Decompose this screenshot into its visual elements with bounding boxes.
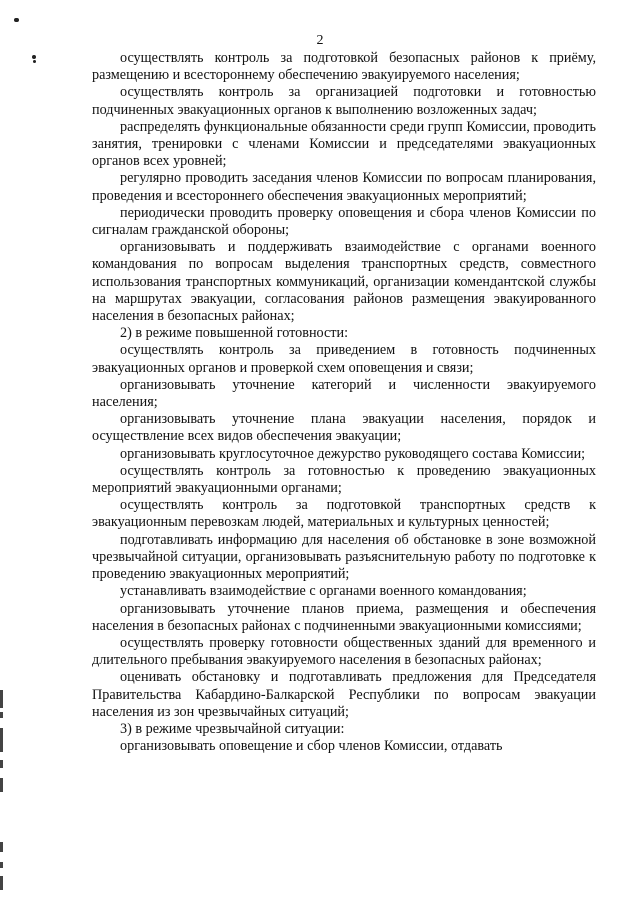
document-body — [92, 50, 596, 755]
paragraph: организовывать уточнение категорий и численности эвакуируемого населения; — [92, 376, 596, 411]
scan-edge-mark — [0, 728, 3, 752]
scan-edge-mark — [0, 712, 3, 718]
scan-edge-mark — [0, 690, 3, 708]
paragraph: осуществлять контроль за подготовкой транспортных средств к эвакуационным перевозкам людей, материальных и культурных ценностей; — [92, 497, 596, 531]
paragraph: осуществлять проверку готовности общественных зданий для временного и длительного пребывания эвакуируемого населения в безопасных районах; — [92, 634, 596, 669]
page-number: 2 — [316, 33, 324, 48]
paragraph: регулярно проводить заседания членов Комиссии по вопросам планирования, проведения и всестороннего обеспечения эвакуационных мероприятий; — [92, 170, 596, 204]
paragraph: организовывать и поддерживать взаимодействие с органами военного командования по вопросам выделения транспортных средств, совместного использования транспортных коммуникаций, организации комендантской службы на маршрутах эвакуации, согласования районов размещения эвакуированного населения в безопасных районах; — [92, 239, 596, 325]
scan-mark — [14, 18, 19, 22]
paragraph: осуществлять контроль за организацией подготовки и готовностью подчиненных эвакуационных органов к выполнению возложенных задач; — [92, 84, 596, 118]
scan-edge-mark — [0, 842, 3, 852]
scan-edge-mark — [0, 876, 3, 890]
paragraph: устанавливать взаимодействие с органами военного командования; — [120, 583, 527, 600]
paragraph: осуществлять контроль за приведением в готовность подчиненных эвакуационных органов и проверкой схем оповещения и связи; — [92, 342, 596, 376]
section-heading: 3) в режиме чрезвычайной ситуации: — [120, 720, 345, 737]
paragraph: распределять функциональные обязанности среди групп Комиссии, проводить занятия, тренировки с членами Комиссии и председателями эвакуационных органов всех уровней; — [92, 118, 596, 170]
paragraph: организовывать оповещение и сбор членов Комиссии, отдавать — [120, 738, 503, 755]
scan-mark — [33, 60, 36, 63]
scan-edge-mark — [0, 760, 3, 768]
scan-edge-mark — [0, 862, 3, 868]
scan-edge-mark — [0, 778, 3, 792]
paragraph: подготавливать информацию для населения об обстановке в зоне возможной чрезвычайной ситуации, организовывать разъяснительную работу по подготовке к проведению эвакуационных мероприятий; — [92, 531, 596, 583]
paragraph: осуществлять контроль за готовностью к проведению эвакуационных мероприятий эвакуационными органами; — [92, 462, 596, 497]
paragraph: оценивать обстановку и подготавливать предложения для Председателя Правительства Кабардино-Балкарской Республики по вопросам эвакуации населения из зон чрезвычайных ситуаций; — [92, 669, 596, 720]
section-heading: 2) в режиме повышенной готовности: — [120, 325, 349, 342]
paragraph: организовывать круглосуточное дежурство руководящего состава Комиссии; — [120, 445, 586, 462]
paragraph: осуществлять контроль за подготовкой безопасных районов к приёму, размещению и всестороннему обеспечению эвакуируемого населения; — [92, 50, 596, 84]
paragraph: периодически проводить проверку оповещения и сбора членов Комиссии по сигналам гражданской обороны; — [92, 204, 596, 239]
scan-mark — [32, 55, 36, 59]
paragraph: организовывать уточнение плана эвакуации населения, порядок и осуществление всех видов обеспечения эвакуации; — [92, 411, 596, 445]
paragraph: организовывать уточнение планов приема, размещения и обеспечения населения в безопасных районах с подчиненными эвакуационными комиссиями; — [92, 600, 596, 634]
